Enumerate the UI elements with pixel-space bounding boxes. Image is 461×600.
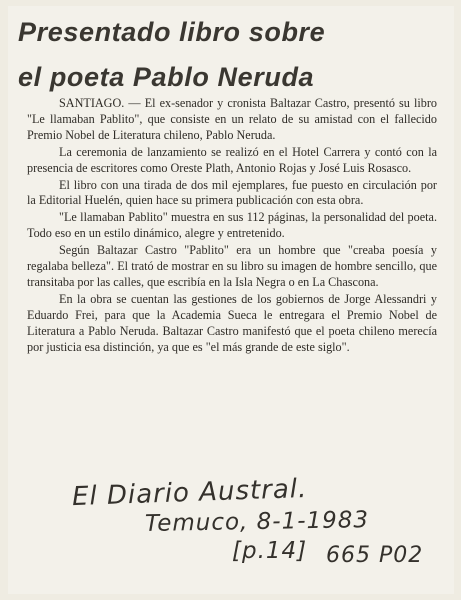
handwritten-archive-code: 665 P02 [326,543,424,568]
article-body [27,96,437,357]
article-paragraph: Según Baltazar Castro "Pablito" era un hombre que "creaba poesía y regalaba belleza". El trató de mostrar en su libro su imagen de hombre sencillo, que transitaba por las calles, que escribía en la Isla Negra o en La Chascona. [27,243,437,289]
article-paragraph: La ceremonia de lanzamiento se realizó en el Hotel Carrera y contó con la presencia de escritores como Oreste Plath, Antonio Rojas y José Luis Rosasco. [27,144,437,175]
headline [18,10,448,100]
handwritten-place-date: Temuco, 8-1-1983 [144,507,370,537]
article-paragraph: SANTIAGO. — El ex-senador y cronista Baltazar Castro, presentó su libro "Le llamaban Pablito", que consiste en un relato de su amistad con el fallecido Premio Nobel de Literatura chileno, Pablo Neruda. [27,96,437,142]
article-paragraph: El libro con una tirada de dos mil ejemplares, fue puesto en circulación por la Editorial Huelén, quien hace su primera publicación con esta obra. [27,177,437,208]
handwritten-page-number: [p.14] [232,538,308,564]
handwritten-newspaper-name: El Diario Austral. [71,473,308,513]
article-paragraph: "Le llamaban Pablito" muestra en sus 112 páginas, la personalidad del poeta. Todo eso en un estilo dinámico, alegre y entretenido. [27,210,437,241]
headline-line-1: Presentado libro sobre [18,17,326,47]
article-paragraph: En la obra se cuentan las gestiones de los gobiernos de Jorge Alessandri y Eduardo Frei, para que la Academia Sueca le entregara el Premio Nobel de Literatura a Pablo Neruda. Baltazar Castro manifestó que el poeta chileno merecía por justicia esa distinción, ya que es "el más grande de este siglo". [27,291,437,354]
headline-line-2: el poeta Pablo Neruda [18,62,315,92]
